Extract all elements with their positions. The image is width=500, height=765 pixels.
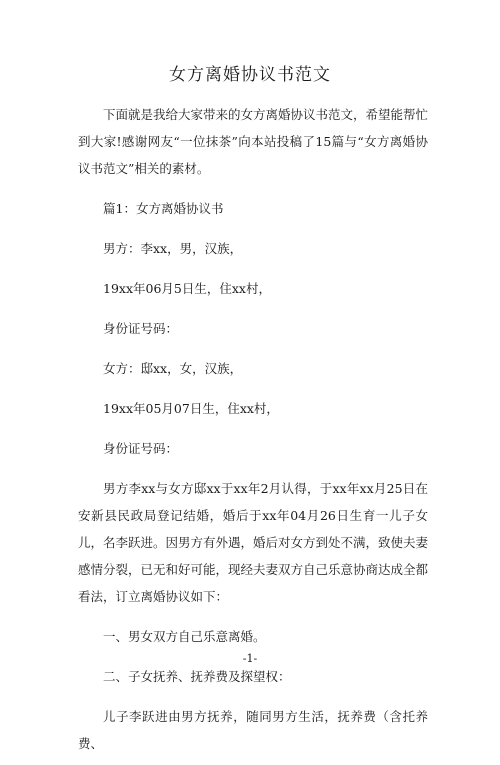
female-birth-line: 19xx年05月07日生，住xx村，: [103, 401, 279, 416]
page-number: -1-: [242, 652, 258, 665]
clause-two-detail: 儿子李跃进由男方抚养，随同男方生活，抚养费（含托养费、: [78, 709, 428, 751]
intro-paragraph: 下面就是我给大家带来的女方离婚协议书范文，希望能帮忙到大家!感谢网友“一位抹茶”向本站投稿了15篇与“女方离婚协议书范文”相关的素材。: [78, 107, 429, 176]
document-title: 女方离婚协议书范文: [169, 65, 331, 85]
female-id-line: 身份证号码：: [103, 441, 179, 456]
clause-two: 二、子女抚养、抚养费及探望权：: [103, 669, 291, 684]
male-party-line: 男方：李xx，男，汉族，: [103, 241, 243, 256]
female-party-line: 女方：邸xx，女，汉族，: [103, 361, 243, 376]
document-body: [78, 101, 428, 765]
section-heading: 篇1：女方离婚协议书: [103, 201, 224, 216]
clause-one: 一、男女双方自己乐意离婚。: [103, 629, 266, 644]
background-paragraph: 男方李xx与女方邸xx于xx年2月认得，于xx年xx月25日在安新县民政局登记结婚，婚后于xx年04月26日生育一儿子女儿，名李跃进。因男方有外遇，婚后对女方到处不满，致使夫妻感情分裂，已无和好可能，现经夫妻双方自己乐意协商达成全都看法，订立离婚协议如下：: [78, 481, 429, 604]
male-birth-line: 19xx年06月5日生，住xx村，: [103, 281, 271, 296]
male-id-line: 身份证号码：: [103, 321, 179, 336]
